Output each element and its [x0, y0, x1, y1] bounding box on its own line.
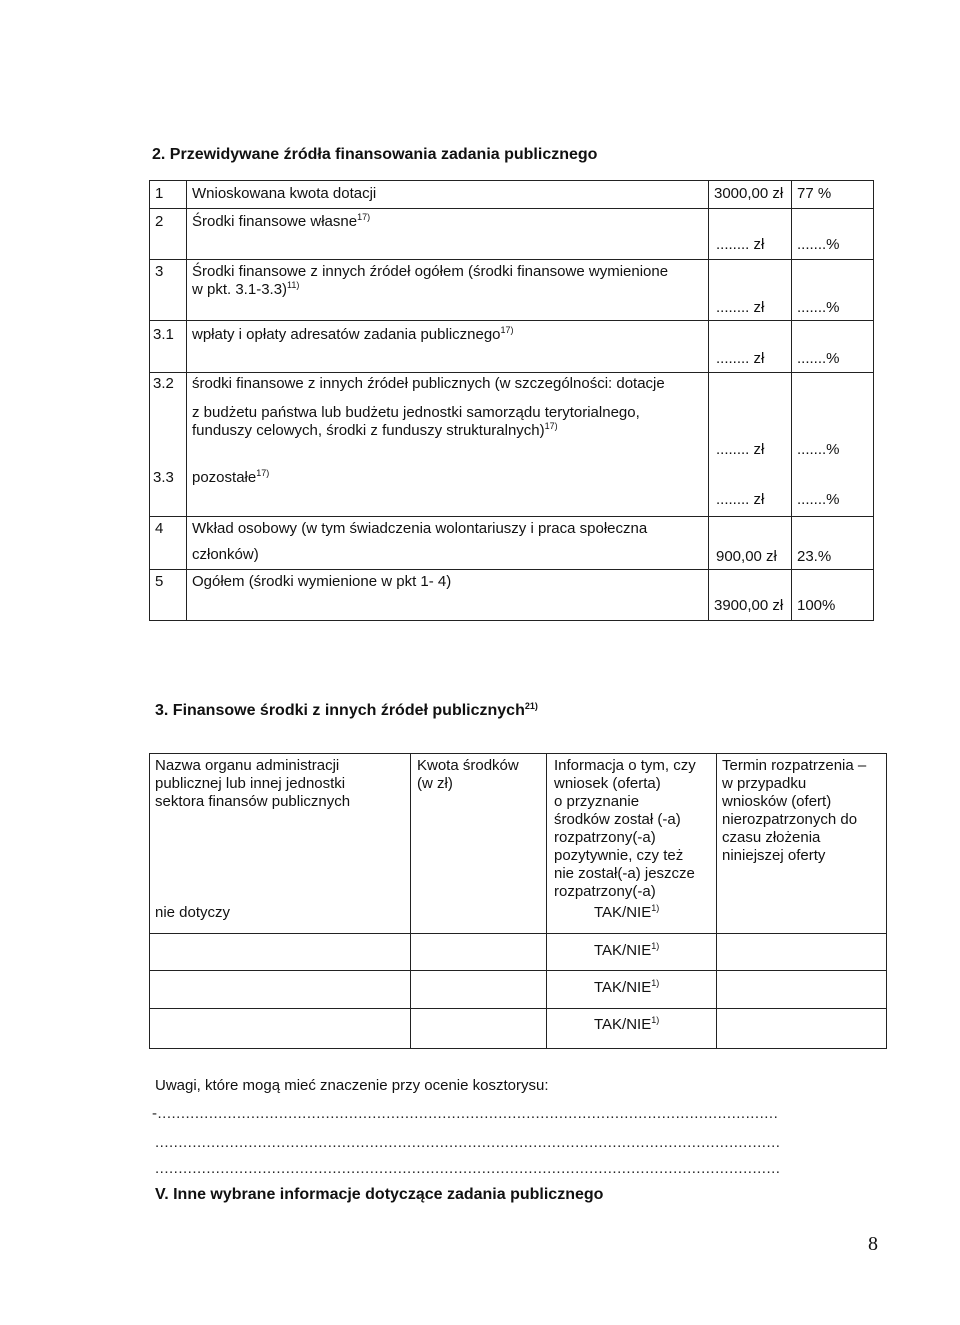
row-number: 3.1: [153, 326, 174, 343]
row-label: Ogółem (środki wymienione w pkt 1- 4): [192, 573, 452, 590]
row-label: Wnioskowana kwota dotacji: [192, 185, 377, 202]
section2-heading: 2. Przewidywane źródła finansowania zadania publicznego: [152, 146, 598, 163]
yes-no-choice: TAK/NIE$^{1)}$: [594, 941, 660, 959]
row-amount: 3900,00 zł: [714, 597, 784, 614]
column-header-organ: Nazwa organu administracji publicznej lub innej jednostki sektora finansów publicznych: [155, 757, 351, 810]
row-percent: 100%: [797, 597, 836, 614]
remarks-line: ......................................................................................................................................: [155, 1160, 781, 1177]
row-number: 3.2: [153, 375, 174, 392]
row-label: Środki finansowe własne$^{17)}$: [192, 212, 371, 230]
section5-heading: V. Inne wybrane informacje dotyczące zadania publicznego: [155, 1186, 604, 1203]
yes-no-choice: TAK/NIE$^{1)}$: [594, 978, 660, 996]
row-number: 3.3: [153, 469, 174, 486]
section3-heading: 3. Finansowe środki z innych źródeł publicznych$^{21)}$: [155, 701, 538, 719]
row-label-line1: środki finansowe z innych źródeł publicznych (w szczególności: dotacje: [192, 375, 665, 392]
organ-name: nie dotyczy: [155, 904, 231, 921]
column-header-deadline: Termin rozpatrzenia – w przypadku wniosków (ofert) nierozpatrzonych do czasu złożenia niniejszej oferty: [722, 757, 867, 864]
row-number: 4: [155, 520, 164, 537]
row-amount: 900,00 zł: [716, 548, 777, 565]
row-label-line3: funduszy celowych, środki z funduszy strukturalnych)$^{17)}$: [192, 421, 558, 439]
row-label-line2: z budżetu państwa lub budżetu jednostki samorządu terytorialnego,: [192, 404, 640, 421]
row-number: 1: [155, 185, 164, 202]
page-number: 8: [868, 1233, 878, 1255]
row-percent: 77 %: [797, 185, 832, 202]
column-header-info: Informacja o tym, czy wniosek (oferta) o przyznanie środków został (-a) rozpatrzony(-a) pozytywnie, czy też nie został(-a) jeszcze rozpatrzony(-a): [554, 757, 696, 900]
row-amount: ........ zł: [716, 350, 765, 367]
row-label-line1: Wkład osobowy (w tym świadczenia wolontariuszy i praca społeczna: [192, 520, 648, 537]
yes-no-choice: TAK/NIE$^{1)}$: [594, 1015, 660, 1033]
row-label: pozostałe$^{17)}$: [192, 468, 270, 486]
remarks-line: -.....................................................................................................................................: [152, 1105, 779, 1122]
row-number: 2: [155, 213, 164, 230]
row-label-line2: w pkt. 3.1-3.3)$^{11)}$: [192, 280, 300, 298]
yes-no-choice: TAK/NIE$^{1)}$: [594, 903, 660, 921]
row-label-line2: członków): [192, 546, 259, 563]
row-amount: ........ zł: [716, 491, 765, 508]
row-label-line1: Środki finansowe z innych źródeł ogółem (środki finansowe wymienione: [192, 263, 669, 280]
row-amount: 3000,00 zł: [714, 185, 784, 202]
row-percent: .......%: [797, 441, 840, 458]
remarks-line: ......................................................................................................................................: [155, 1134, 781, 1151]
row-amount: ........ zł: [716, 236, 765, 253]
row-percent: .......%: [797, 299, 840, 316]
row-number: 3: [155, 263, 164, 280]
row-percent: .......%: [797, 491, 840, 508]
remarks-label: Uwagi, które mogą mieć znaczenie przy ocenie kosztorysu:: [155, 1077, 549, 1094]
column-header-amount: Kwota środków (w zł): [417, 757, 519, 792]
row-percent: .......%: [797, 350, 840, 367]
row-amount: ........ zł: [716, 299, 765, 316]
row-amount: ........ zł: [716, 441, 765, 458]
row-percent: .......%: [797, 236, 840, 253]
row-number: 5: [155, 573, 164, 590]
row-percent: 23.%: [797, 548, 832, 565]
row-label: wpłaty i opłaty adresatów zadania publicznego$^{17)}$: [192, 325, 514, 343]
